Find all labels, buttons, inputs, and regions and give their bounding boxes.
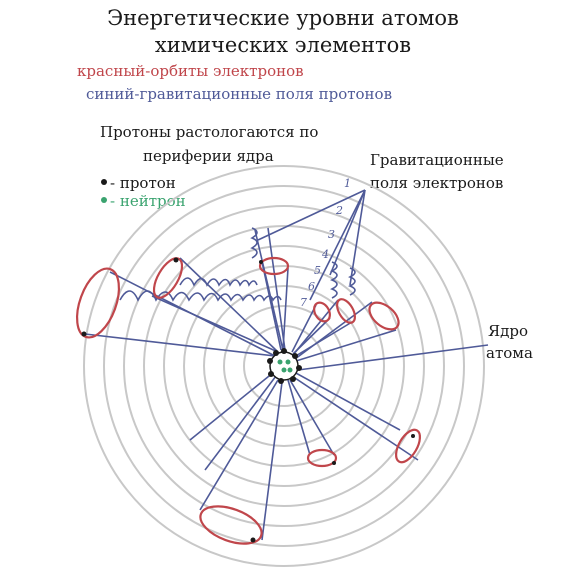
cone-lower-right-edge-b [292,376,418,460]
nucleus-proton-6 [268,371,274,377]
nucleus-note-line-2: атома [486,344,533,362]
nucleus-note-line-1: Ядро [488,322,528,340]
gravity-note-line-1: Гравитационные [370,151,504,169]
level-number-4: 4 [322,248,329,261]
orbit-dot-4 [332,461,336,465]
coil-gravity-top [252,228,257,258]
nucleus-proton-5 [278,378,284,384]
nucleus-pointer-line [298,345,488,370]
orbit-dot-6 [411,434,415,438]
gravity-pointer-line-a [258,190,365,240]
proton-legend-label: - протон [110,174,176,192]
ray-left-1 [190,372,274,440]
pointer-lines [258,190,488,370]
nucleus-proton-3 [296,365,302,371]
orbit-dot-2 [174,258,179,263]
orbit-right-1 [311,300,333,324]
orbit-proton-dots [82,258,416,543]
level-number-6: 6 [308,280,315,293]
title-line-1: Энергетические уровни атомов [107,6,459,30]
electron-orbits [69,254,425,551]
nucleus-proton-8 [273,350,279,356]
level-number-5: 5 [314,264,321,277]
nucleus-neutron-2 [286,360,291,365]
orbit-dot-1 [82,332,87,337]
legend-blue-fields: синий-гравитационные поля протонов [86,85,393,103]
coil-upper-left [120,291,281,300]
nucleus-proton-2 [292,353,298,359]
proton-legend-dot [101,179,107,185]
title-line-2: химических элементов [154,33,412,57]
cone-lower-edge-b [290,380,334,455]
nucleus-neutron-4 [288,368,293,373]
neutron-legend-dot [101,197,107,203]
nucleus-neutron-3 [282,368,287,373]
nucleus-proton-7 [267,358,273,364]
orbit-dot-5 [251,538,256,543]
orbit-dot-3 [259,260,263,264]
protons-note-line-2: периферии ядра [143,147,274,165]
orbit-upper-mid [148,254,187,302]
orbit-right-2 [333,296,358,326]
level-number-7: 7 [300,296,307,309]
coil-upper-mid [180,278,257,285]
legend-red-orbits: красный-орбиты электронов [77,62,304,80]
protons-note-line-1: Протоны растологаются по [100,123,319,141]
level-number-3: 3 [328,228,335,241]
cone-lower-right-edge-a [294,372,400,430]
level-number-2: 2 [336,204,343,217]
nucleus-proton-1 [281,348,287,354]
gravitational-field-cones [85,228,418,540]
neutron-legend-label: - нейтрон [110,192,186,210]
nucleus-neutron-1 [278,360,283,365]
level-number-1: 1 [344,177,351,190]
cone-lower-left-edge-b [262,382,282,540]
orbit-upper-left [69,263,127,343]
nucleus-proton-4 [290,376,296,382]
gravity-pointer-line-d [330,190,365,275]
gravity-note-line-2: поля электронов [370,174,504,192]
